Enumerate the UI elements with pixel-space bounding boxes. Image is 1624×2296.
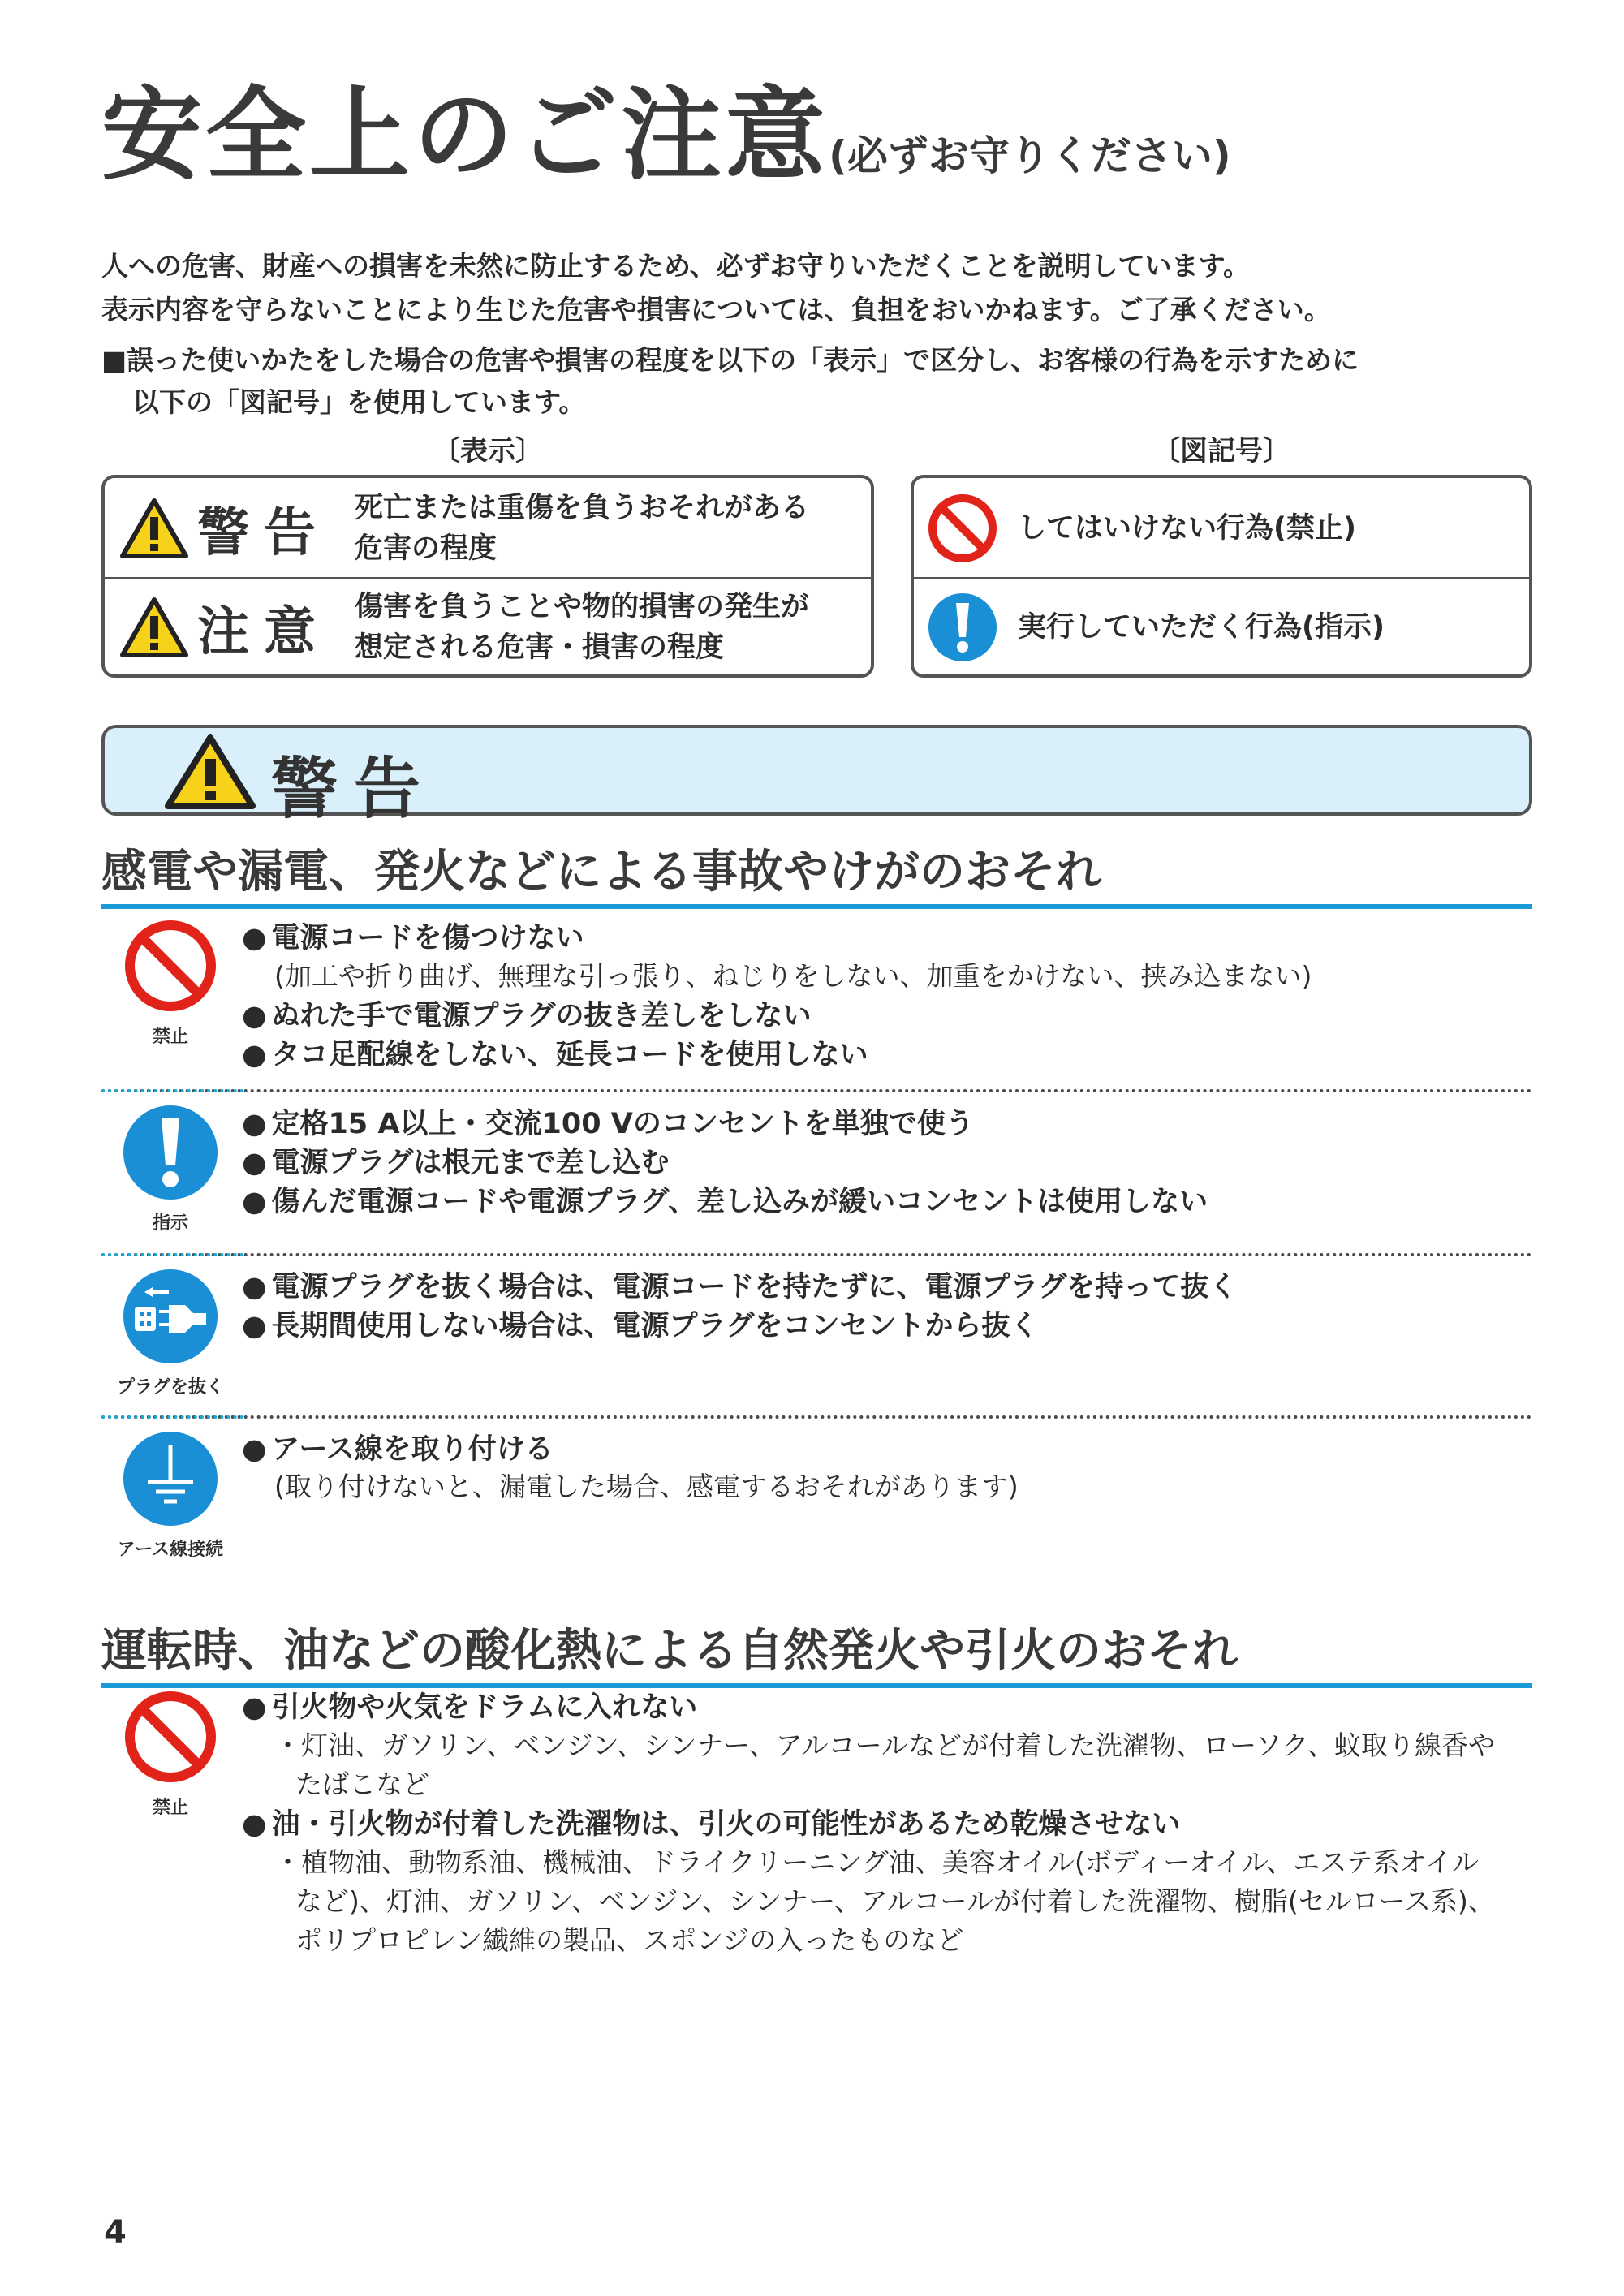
legend-symbol-box [911, 475, 1532, 678]
prohibit-icon [927, 493, 998, 564]
s2-item1-note-2: たばこなど [295, 1768, 429, 1800]
divider [101, 1415, 1532, 1419]
warning-triangle-icon [119, 498, 189, 559]
legend-display-caption: 〔表示〕 [433, 435, 543, 467]
intro-line-2: 表示内容を守らないことにより生じた危害や損害については、負担をおいかねます。ご了承ください。 [101, 294, 1331, 325]
s1g1-item3: ● タコ足配線をしない、延長コードを使用しない [242, 1032, 868, 1073]
divider [101, 1089, 1532, 1092]
instruction-icon [927, 592, 998, 663]
legend-caution-desc-1: 傷害を負うことや物的損害の発生が [355, 590, 810, 623]
legend-prohibit-row [914, 478, 1529, 578]
group1-icon-caption: 禁止 [152, 1027, 188, 1047]
legend-warning-row [105, 478, 871, 578]
legend-display-box [101, 475, 874, 678]
section1-heading: 感電や漏電、発火などによる事故やけがのおそれ [101, 836, 1532, 909]
page-title [101, 77, 1231, 194]
s1g3-item1: ● 電源プラグを抜く場合は、電源コードを持たずに、電源プラグを持って抜く [242, 1264, 1238, 1305]
caution-triangle-icon [119, 597, 189, 658]
intro-line-4: 以下の「図記号」を使用しています。 [132, 386, 586, 418]
section2-icon [118, 1688, 223, 1819]
s2-item2-note-2: など)、灯油、ガソリン、ベンジン、シンナー、アルコールが付着した洗濯物、樹脂(セルロース系)、 [295, 1885, 1495, 1917]
s1g2-item1: ● 定格15 A以上・交流100 Vのコンセントを単独で使う [242, 1101, 974, 1142]
title-sub: (必ずお守りください) [829, 132, 1231, 179]
ground-icon [122, 1430, 219, 1527]
legend-instruct-row [914, 579, 1529, 674]
intro-line-3: ■誤った使いかたをした場合の危害や損害の程度を以下の「表示」で区分し、お客様の行為を示すために [101, 344, 1359, 376]
warning-banner-label: 警告 [271, 751, 437, 828]
legend-caution-desc-2: 想定される危害・損害の程度 [355, 631, 725, 664]
warning-triangle-icon [163, 733, 257, 811]
group4-icon-caption: アース線接続 [117, 1540, 224, 1560]
s1g1-item1-note: (加工や折り曲げ、無理な引っ張り、ねじりをしない、加重をかけない、挟み込まない) [274, 960, 1312, 992]
s2-item2-note-3: ポリプロピレン繊維の製品、スポンジの入ったものなど [295, 1924, 964, 1956]
instruction-icon [122, 1104, 219, 1201]
legend-prohibit-desc: してはいけない行為(禁止) [1018, 511, 1356, 545]
section2-heading: 運転時、油などの酸化熱による自然発火や引火のおそれ [101, 1615, 1532, 1688]
s1g4-item1-note: (取り付けないと、漏電した場合、感電するおそれがあります) [274, 1471, 1019, 1502]
legend-symbol-caption: 〔図記号〕 [1152, 435, 1290, 467]
s1g3-item2: ● 長期間使用しない場合は、電源プラグをコンセントから抜く [242, 1303, 1039, 1344]
s1g4-item1: ● アース線を取り付ける [242, 1427, 554, 1467]
group2-icon [118, 1104, 223, 1234]
s2-item1: ● 引火物や火気をドラムに入れない [242, 1685, 697, 1725]
s2-item2: ● 油・引火物が付着した洗濯物は、引火の可能性があるため乾燥させない [242, 1802, 1181, 1842]
s1g2-item2: ● 電源プラグは根元まで差し込む [242, 1140, 670, 1181]
section2-icon-caption: 禁止 [152, 1798, 188, 1818]
prohibit-icon [122, 917, 219, 1014]
warning-banner [101, 725, 1532, 828]
intro-line-1: 人への危害、財産への損害を未然に防止するため、必ずお守りいただくことを説明しています。 [101, 250, 1251, 282]
group4-icon [114, 1430, 227, 1561]
group2-icon-caption: 指示 [152, 1213, 188, 1234]
s2-item2-note-1: ・植物油、動物系油、機械油、ドライクリーニング油、美容オイル(ボディーオイル、エステ系オイル [274, 1846, 1480, 1878]
unplug-icon [122, 1268, 219, 1365]
s2-item1-note-1: ・灯油、ガソリン、ベンジン、シンナー、アルコールなどが付着した洗濯物、ローソク、蚊取り線香や [274, 1730, 1495, 1761]
s1g1-item2: ● ぬれた手で電源プラグの抜き差しをしない [242, 993, 812, 1034]
title-main: 安全上のご注意 [101, 77, 829, 194]
s1g1-item1: ● 電源コードを傷つけない [242, 915, 584, 956]
group3-icon-caption: プラグを抜く [116, 1377, 224, 1398]
legend-caution-row [105, 579, 871, 674]
legend-warning-desc-2: 危害の程度 [355, 532, 498, 565]
legend-instruct-desc: 実行していただく行為(指示) [1018, 610, 1385, 644]
group3-icon [114, 1268, 227, 1398]
legend-warning-label: 警告 [197, 502, 330, 563]
s1g2-item3: ● 傷んだ電源コードや電源プラグ、差し込みが緩いコンセントは使用しない [242, 1179, 1208, 1220]
group1-icon [118, 917, 223, 1048]
divider [101, 1253, 1532, 1256]
legend-caution-label: 注意 [197, 601, 330, 662]
page-number: 4 [104, 2214, 127, 2251]
prohibit-icon [122, 1688, 219, 1786]
legend-warning-desc-1: 死亡または重傷を負うおそれがある [355, 491, 810, 524]
